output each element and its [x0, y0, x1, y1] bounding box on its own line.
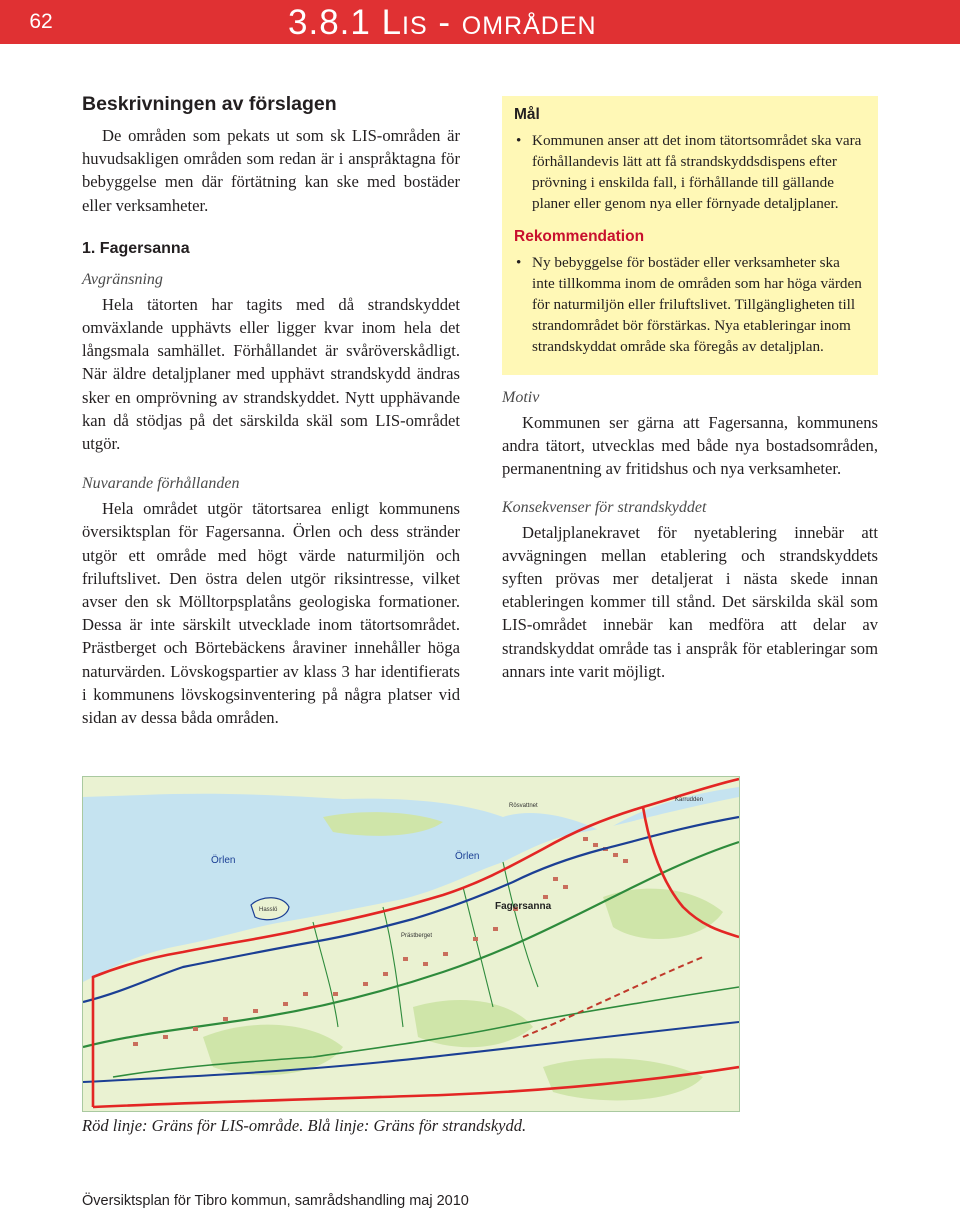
map-svg [83, 777, 739, 1111]
header-band [0, 0, 960, 44]
goals-box [502, 96, 878, 375]
page-number: 62 [29, 10, 53, 33]
avgransning-paragraph: Hela tätorten har tagits med då strandskyddet omväxlande upphävts eller ligger kvar inom hela det långsmala samhället. Förhållandet är svåröverskådligt. När äldre detaljplaner med upphävt strandskydd ändras sker en omprövning av strandskyddet. Nytt upphävande kan då stödjas på det särskilda skäl som LIS-området utgör. [82, 294, 460, 454]
lake-label: Örlen [455, 851, 480, 862]
place-label: Karrudden [675, 797, 704, 803]
konsekvenser-label: Konsekvenser för strandskyddet [502, 498, 707, 516]
avgransning-label: Avgränsning [82, 270, 163, 288]
town-label: Fagersanna [495, 901, 552, 912]
nuvarande-label: Nuvarande förhållanden [82, 475, 240, 493]
konsekvenser-paragraph: Detaljplanekravet för nyetablering innebär att avvägningen mellan etablering och strandskyddets syften prövas mer detaljerat i nästa skede innan etableringen kommer till stånd. Det särskilda skäl som LIS-området innebär kan medföra att delar av strandskyddat område tas i anspråk för etableringar som annars inte varit möjligt. [502, 522, 878, 681]
nuvarande-paragraph: Hela området utgör tätortsarea enligt kommunens översiktsplan för Fagersanna. Örlen och dess stränder utgör ett område med högt värde naturmiljön och friluftslivet. Den östra delen utgör riksintresse, vilket avser den sk Mölltorpsplatåns geologiska formationer. Dessa är inte särskilt utvecklade inom tätortsområdet. Prästberget och Börtebäckens åraviner innehåller höga naturvärden. Lövskogspartier av klass 3 har identifierats i kommunens lövskogsinventering på några platser vid sidan av dessa båda områden. [82, 499, 460, 728]
chapter-number: 3.8.1 [288, 3, 371, 42]
map-figure [82, 776, 740, 1112]
intro-paragraph: De områden som pekats ut som sk LIS-områden är huvudsakligen områden som redan är i anspråktagna för bebyggelse men där förtätning kan ske med bostäder eller verksamheter. [82, 126, 460, 215]
lake-label: Örlen [211, 855, 236, 866]
left-column [82, 90, 460, 729]
rekommendation-list [514, 252, 866, 357]
mal-heading: Mål [514, 106, 540, 123]
place-label: Rösvattnet [509, 803, 538, 809]
rekommendation-heading: Rekommendation [514, 228, 645, 245]
page-footer: Översiktsplan för Tibro kommun, samrådshandling maj 2010 [82, 1193, 469, 1209]
place-label: Prästberget [401, 933, 433, 939]
motiv-label: Motiv [502, 389, 540, 406]
motiv-paragraph: Kommunen ser gärna att Fagersanna, kommunens andra tätort, utvecklas med både nya bostadsområden, permanentning av fritidshus och nya verksamheter. [502, 413, 878, 479]
island-label: Hasslö [259, 907, 278, 913]
rekommendation-bullet: • Ny bebyggelse för bostäder eller verksamheter ska inte tillkomma inom de områden som har höga värden för naturmiljön eller friluftslivet. Tillgängligheten till strandområdet bör förstärkas. Nya etableringar inom strandskyddat område ska föregås av detaljplan. [532, 252, 866, 357]
chapter-title: Lis - områden [381, 3, 597, 42]
area-heading: 1. Fagersanna [82, 239, 190, 257]
map-caption: Röd linje: Gräns för LIS-område. Blå linje: Gräns för strandskydd. [82, 1116, 527, 1135]
section-heading: Beskrivningen av förslagen [82, 93, 337, 115]
mal-list [514, 130, 866, 214]
chapter-heading [288, 0, 597, 44]
mal-bullet: • Kommunen anser att det inom tätortsområdet ska vara förhållandevis lätt att få strandskyddsdispens efter prövning i enskilda fall, i förhållande till gällande planer eller genom nya eller förnyade detaljplaner. [532, 130, 866, 214]
right-column [502, 96, 878, 683]
